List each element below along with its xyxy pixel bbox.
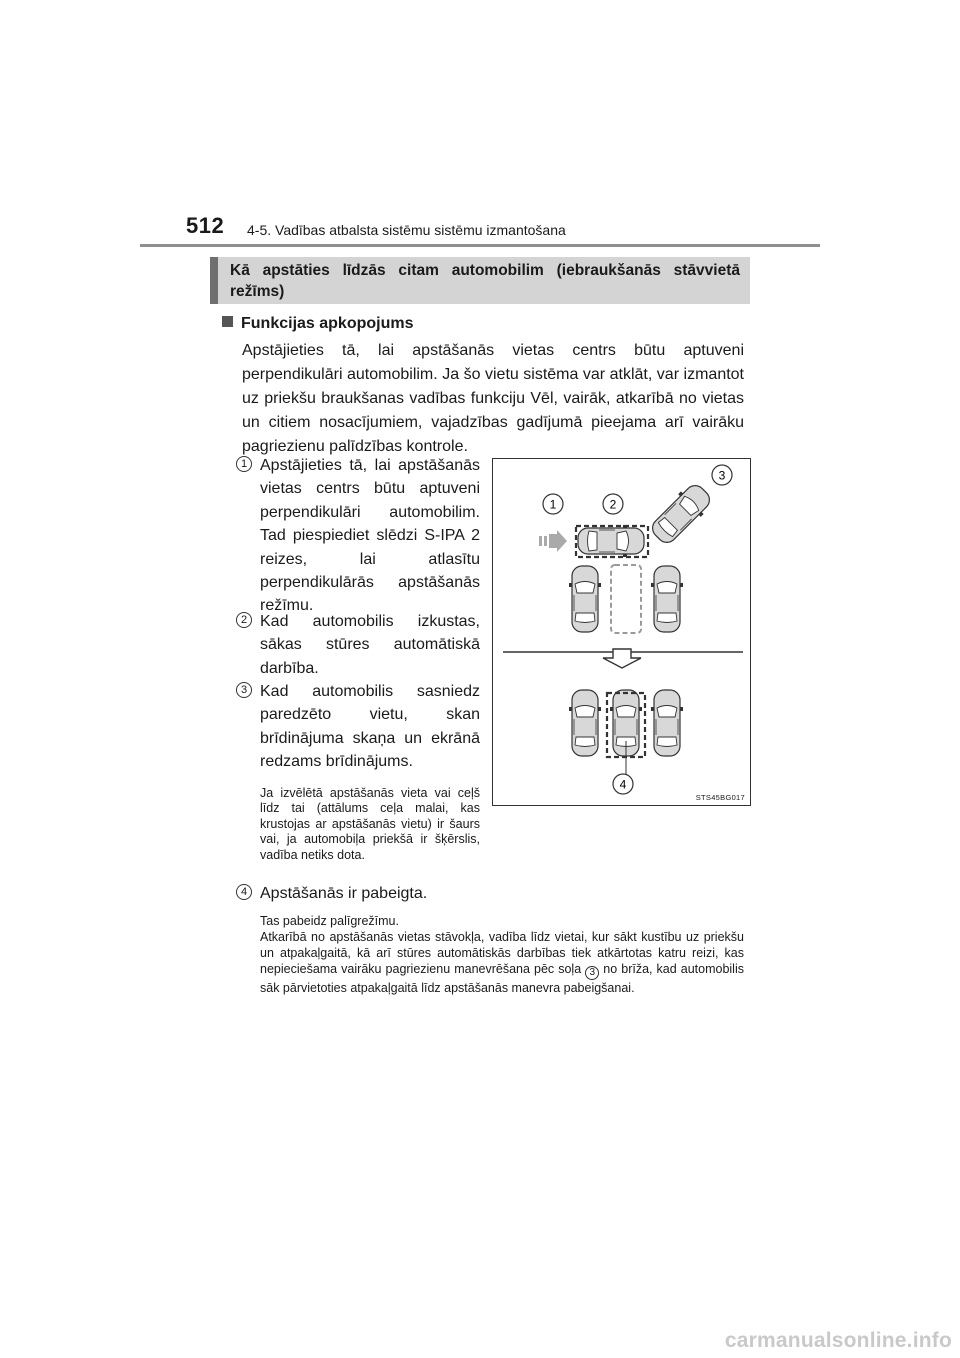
figure-code: STS45BG017 xyxy=(695,793,745,802)
bottom-note-2-end: no brīža, kad automobilis sāk pārvietoties atpakaļgaitā līdz apstāšanās manevra pabeigšanai. xyxy=(260,962,744,995)
parking-diagram-svg xyxy=(493,459,752,807)
step-number-2: 2 xyxy=(236,612,252,628)
page-number: 512 xyxy=(186,213,225,238)
step-text-3: Kad automobilis sasniedz paredzēto vietu, skan brīdinājuma skaņa un ekrānā redzams brīdinājums. xyxy=(260,683,480,771)
parking-diagram xyxy=(492,458,751,806)
summary-heading-text: Funkcijas apkopojums xyxy=(241,315,414,332)
step-3-note: Ja izvēlētā apstāšanās vieta vai ceļš līdz tai (attālums ceļa malai, kas krustojas ar apstāšanās vietu) ir šaurs vai, ja automobiļa priekšā ir šķērslis, vadība netiks dota. xyxy=(260,785,480,862)
svg-text:3: 3 xyxy=(718,468,726,483)
watermark: carmanualsonline.info xyxy=(724,1329,952,1352)
bottom-notes xyxy=(260,913,744,996)
callout-2 xyxy=(603,494,623,514)
parked-car-right-bottom xyxy=(651,690,683,756)
step-text-2: Kad automobilis izkustas, sākas stūres automātiskā darbība. xyxy=(260,613,480,677)
step-3 xyxy=(236,680,480,864)
step-number-1: 1 xyxy=(236,456,252,472)
chapter-title: 4-5. Vadības atbalsta sistēmu sistēmu izmantošana xyxy=(247,222,566,238)
svg-text:4: 4 xyxy=(619,777,627,792)
step-1 xyxy=(236,454,480,618)
moving-car-icon xyxy=(578,525,644,557)
square-bullet-icon xyxy=(222,316,233,327)
bottom-note-2-start: Atkarībā no apstāšanās vietas stāvokļa, vadība līdz vietai, kur sākt kustību uz priekšu un atpakaļgaitā, kā arī stūres automātiskās darbības tiek atkārtotas katru reizi, kas nepieciešama vairāku pagriezienu manevrēšana pēc soļa xyxy=(260,930,744,976)
step-2 xyxy=(236,610,480,680)
target-space xyxy=(611,565,641,633)
svg-text:2: 2 xyxy=(609,497,617,512)
parked-car-left-bottom xyxy=(569,690,601,756)
parked-car-right-top xyxy=(651,566,683,632)
direction-arrow-icon xyxy=(539,530,567,552)
callout-3 xyxy=(712,465,732,485)
svg-text:1: 1 xyxy=(549,497,557,512)
step-text-4: Apstāšanās ir pabeigta. xyxy=(260,885,428,902)
bottom-note-1: Tas pabeidz palīgrežīmu. xyxy=(260,914,399,928)
step-number-3: 3 xyxy=(236,682,252,698)
callout-1 xyxy=(543,494,563,514)
step-4 xyxy=(236,882,480,905)
header-rule xyxy=(140,244,820,247)
summary-heading xyxy=(222,315,413,333)
summary-text: Apstājieties tā, lai apstāšanās vietas centrs būtu aptuveni perpendikulāri automobilim. Ja šo vietu sistēma var atklāt, var izmantot uz priekšu braukšanas vadības funkciju Vēl, vairāk, atkarībā no vietas un citiem nosacījumiem, vajadzības gadījumā pieejama arī vairāku pagriezienu palīdzības kontrole. xyxy=(242,342,744,455)
callout-4 xyxy=(613,774,633,794)
section-title-box xyxy=(210,257,750,304)
parked-car-left-top xyxy=(569,566,601,632)
step-number-4: 4 xyxy=(236,884,252,900)
angled-car-icon xyxy=(646,479,715,548)
section-title: Kā apstāties līdzās citam automobilim (iebraukšanās stāvvietā režīms) xyxy=(230,262,740,300)
inline-step-ref: 3 xyxy=(585,966,599,980)
bottom-note-2 xyxy=(260,929,744,996)
step-text-1: Apstājieties tā, lai apstāšanās vietas centrs būtu aptuveni perpendikulāri automobilim. Tad piespiediet slēdzi S-IPA 2 reizes, lai atlasītu perpendikulārās apstāšanās režīmu. xyxy=(260,457,480,615)
